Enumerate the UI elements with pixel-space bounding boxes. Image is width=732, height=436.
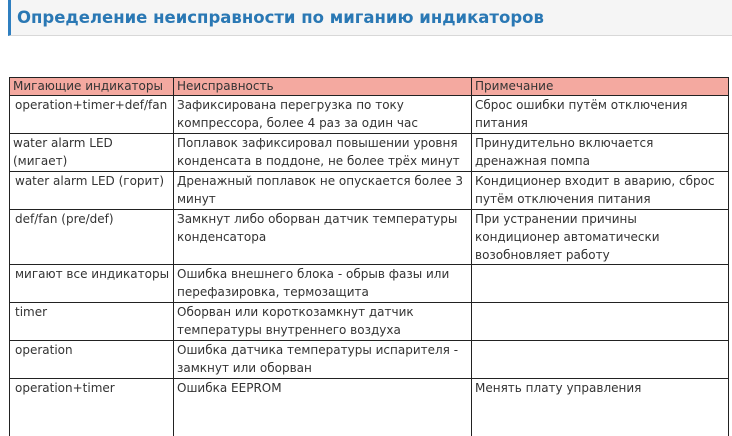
title-bar [8,0,732,36]
table-row [10,134,729,172]
cell-indicator: operation+timer [10,379,174,436]
cell-fault: Дренажный поплавок не опускается более 3 минут [174,172,472,210]
cell-fault: Ошибка внешнего блока - обрыв фазы или перефазировка, термозащита [174,265,472,303]
table-header-row [10,78,729,96]
cell-fault: Ошибка EEPROM [174,379,472,436]
header-note: Примечание [472,78,729,96]
cell-fault: Ошибка датчика температуры испарителя - замкнут или оборван [174,341,472,379]
cell-note: Менять плату управления [472,379,729,436]
cell-note [472,265,729,303]
header-indicators: Мигающие индикаторы [10,78,174,96]
table-row [10,172,729,210]
cell-indicator: def/fan (pre/def) [10,210,174,265]
table-row [10,379,729,436]
cell-indicator: мигают все индикаторы [10,265,174,303]
cell-note: При устранении причины кондиционер автоматически возобновляет работу [472,210,729,265]
cell-note [472,341,729,379]
cell-fault: Зафиксирована перегрузка по току компрессора, более 4 раз за один час [174,96,472,134]
cell-note: Сброс ошибки путём отключения питания [472,96,729,134]
page-title: Определение неисправности по миганию индикаторов [17,8,544,27]
cell-note: Принудительно включается дренажная помпа [472,134,729,172]
fault-table [9,77,729,436]
table-row [10,96,729,134]
cell-indicator: operation+timer+def/fan [10,96,174,134]
header-fault: Неисправность [174,78,472,96]
cell-indicator: water alarm LED (горит) [10,172,174,210]
cell-fault: Замкнут либо оборван датчик температуры конденсатора [174,210,472,265]
table-row [10,210,729,265]
table-row [10,341,729,379]
cell-note: Кондиционер входит в аварию, сброс путём отключения питания [472,172,729,210]
cell-indicator: operation [10,341,174,379]
cell-indicator: water alarm LED (мигает) [10,134,174,172]
cell-fault: Поплавок зафиксировал повышении уровня конденсата в поддоне, не более трёх минут [174,134,472,172]
cell-note [472,303,729,341]
cell-indicator: timer [10,303,174,341]
table-row [10,303,729,341]
table-row [10,265,729,303]
cell-fault: Оборван или короткозамкнут датчик температуры внутреннего воздуха [174,303,472,341]
